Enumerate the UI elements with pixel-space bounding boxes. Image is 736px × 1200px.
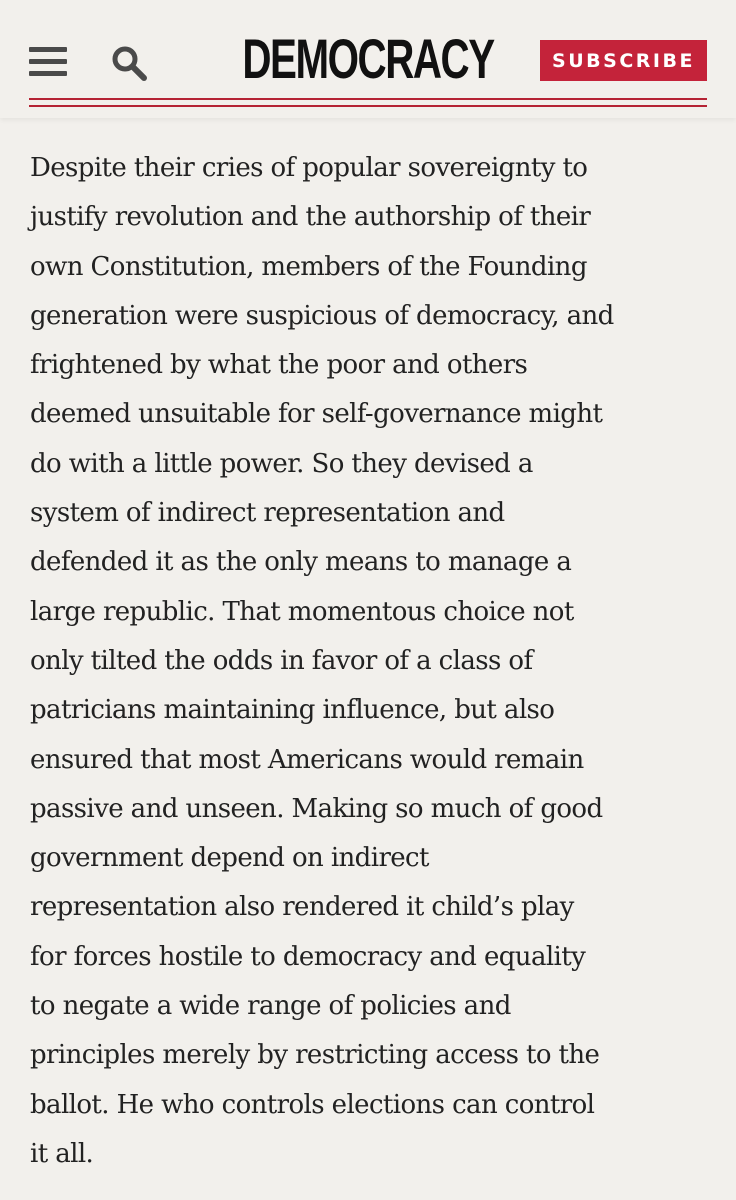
search-icon-graphic: [110, 44, 148, 82]
article-line: passive and unseen. Making so much of good: [30, 793, 603, 824]
article-line: generation were suspicious of democracy, and: [30, 300, 614, 331]
article-line: government depend on indirect: [30, 843, 429, 874]
article-line: only tilted the odds in favor of a class of: [30, 645, 533, 676]
article-line: representation also rendered it child’s play: [30, 892, 574, 923]
header-divider-top: [29, 98, 707, 100]
menu-bar-bottom: [29, 71, 67, 76]
search-icon[interactable]: [110, 44, 148, 82]
site-logo[interactable]: DEMOCRACY: [242, 26, 494, 90]
menu-bar-middle: [29, 59, 67, 64]
article-line: patricians maintaining influence, but also: [30, 695, 555, 726]
article-line: ensured that most Americans would remain: [30, 744, 584, 775]
site-header: [0, 0, 736, 118]
article-line: Despite their cries of popular sovereignty to: [30, 153, 588, 183]
article-paragraph: [30, 144, 720, 1179]
article-line: deemed unsuitable for self-governance might: [30, 399, 603, 430]
article-line: to negate a wide range of policies and: [30, 991, 511, 1022]
article-line: defended it as the only means to manage a: [30, 547, 572, 578]
article-line: justify revolution and the authorship of their: [30, 202, 591, 233]
article-line: do with a little power. So they devised a: [30, 448, 533, 479]
menu-bar-top: [29, 47, 67, 52]
hamburger-menu-icon[interactable]: [29, 47, 67, 77]
article-line: large republic. That momentous choice not: [30, 596, 574, 627]
header-divider-bottom: [29, 105, 707, 107]
article-line: for forces hostile to democracy and equality: [30, 941, 586, 972]
article-line: own Constitution, members of the Founding: [30, 251, 587, 282]
article-line: principles merely by restricting access to the: [30, 1040, 600, 1071]
article-line: ballot. He who controls elections can control: [30, 1089, 595, 1120]
article-line: system of indirect representation and: [30, 498, 505, 529]
article-line: frightened by what the poor and others: [30, 350, 528, 381]
article-line: it all.: [30, 1138, 94, 1169]
subscribe-button[interactable]: SUBSCRIBE: [540, 40, 707, 81]
